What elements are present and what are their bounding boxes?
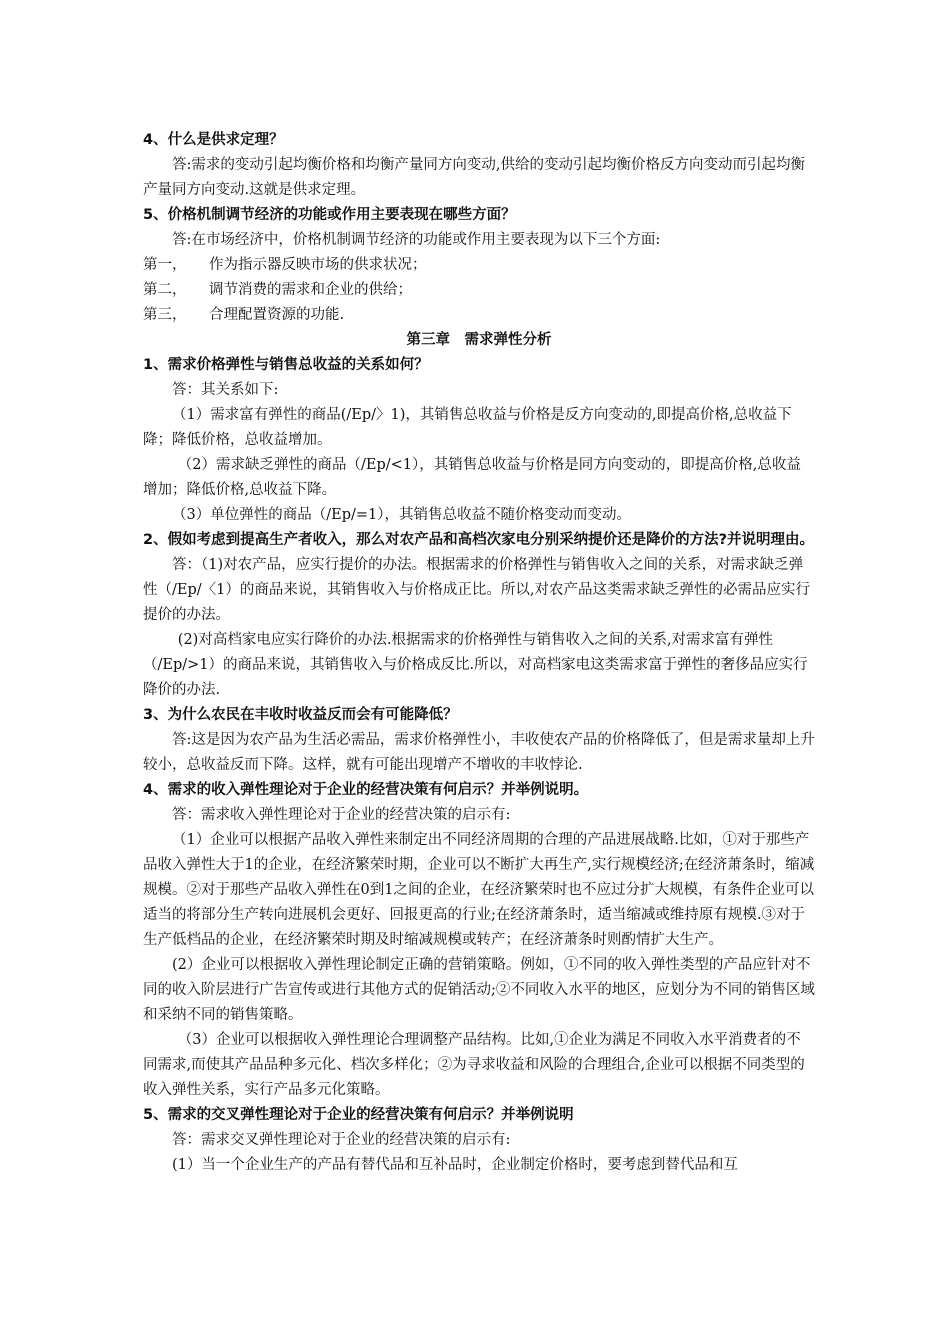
question-heading: 3、为什么农民在丰收时收益反而会有可能降低？ bbox=[143, 707, 458, 723]
answer-paragraph: 答：需求交叉弹性理论对于企业的经营决策的启示有: bbox=[172, 1132, 511, 1148]
question-heading: 1、需求价格弹性与销售总收益的关系如何？ bbox=[143, 357, 429, 373]
answer-paragraph: 答：需求收入弹性理论对于企业的经营决策的启示有: bbox=[172, 807, 511, 823]
list-item-label: 第三， bbox=[143, 307, 187, 323]
question-heading: 2、假如考虑到提高生产者收入，那么对农产品和高档次家电分别采纳提价还是降价的方法?并说明理由。 bbox=[143, 532, 814, 548]
list-item-label: 第二， bbox=[143, 282, 187, 298]
answer-paragraph: （3）企业可以根据收入弹性理论合理调整产品结构。比如,①企业为满足不同收入水平消费者的不同需求,而使其产品品种多元化、档次多样化；②为寻求收益和风险的合理组合,企业可以根据不同类型的收入弹性关系，实行产品多元化策略。 bbox=[143, 1032, 805, 1098]
answer-paragraph: （1）企业可以根据产品收入弹性来制定出不同经济周期的合理的产品进展战略.比如，①对于那些产品收入弹性大于1的企业，在经济繁荣时期，企业可以不断扩大再生产,实行规模经济;在经济萧条时，缩减规模。②对于那些产品收入弹性在0到1之间的企业，在经济繁荣时也不应过分扩大规模，有条件企业可以适当的将部分生产转向进展机会更好、回报更高的行业;在经济萧条时，适当缩减或维持原有规模.③对于生产低档品的企业，在经济繁荣时期及时缩减规模或转产；在经济萧条时则酌情扩大生产。 bbox=[143, 832, 815, 948]
question-heading: 5、价格机制调节经济的功能或作用主要表现在哪些方面？ bbox=[143, 207, 516, 223]
answer-paragraph: （2）需求缺乏弹性的商品（/Ep/<1），其销售总收益与价格是同方向变动的，即提高价格,总收益增加；降低价格,总收益下降。 bbox=[143, 457, 801, 498]
list-item-label: 第一， bbox=[143, 257, 187, 273]
list-item-text: 调节消费的需求和企业的供给； bbox=[209, 282, 412, 298]
chapter-title: 第三章 需求弹性分析 bbox=[406, 332, 552, 348]
list-item-text: 合理配置资源的功能. bbox=[209, 307, 345, 323]
answer-paragraph: （3）单位弹性的商品（/Ep/=1），其销售总收益不随价格变动而变动。 bbox=[172, 507, 631, 523]
list-item bbox=[143, 303, 815, 328]
answer-paragraph: （1）需求富有弹性的商品(/Ep/〉1)，其销售总收益与价格是反方向变动的,即提高价格,总收益下降；降低价格，总收益增加。 bbox=[143, 407, 792, 448]
list-item-text: 作为指示器反映市场的供求状况； bbox=[209, 257, 427, 273]
answer-paragraph: (1）当一个企业生产的产品有替代品和互补品时，企业制定价格时，要考虑到替代品和互 bbox=[172, 1157, 738, 1173]
answer-paragraph: 答：其关系如下: bbox=[172, 382, 279, 398]
question-heading: 4、什么是供求定理？ bbox=[143, 132, 284, 148]
answer-paragraph: (2）企业可以根据收入弹性理论制定正确的营销策略。例如，①不同的收入弹性类型的产品应针对不同的收入阶层进行广告宣传或进行其他方式的促销活动;②不同收入水平的地区，应划分为不同的销售区域和采纳不同的销售策略。 bbox=[143, 957, 815, 1023]
answer-paragraph: 答:在市场经济中，价格机制调节经济的功能或作用主要表现为以下三个方面: bbox=[172, 232, 661, 248]
list-item bbox=[143, 253, 815, 278]
question-heading: 4、需求的收入弹性理论对于企业的经营决策有何启示？并举例说明。 bbox=[143, 782, 589, 798]
document-body bbox=[143, 128, 815, 1178]
answer-paragraph: 答：（1)对农产品，应实行提价的办法。根据需求的价格弹性与销售收入之间的关系，对需求缺乏弹性（/Ep/〈1）的商品来说，其销售收入与价格成正比。所以,对农产品这类需求缺乏弹性的必需品应实行提价的办法。 bbox=[143, 557, 810, 623]
list-item bbox=[143, 278, 815, 303]
answer-paragraph: 答:需求的变动引起均衡价格和均衡产量同方向变动,供给的变动引起均衡价格反方向变动而引起均衡产量同方向变动.这就是供求定理。 bbox=[143, 157, 805, 198]
answer-paragraph: 答:这是因为农产品为生活必需品，需求价格弹性小，丰收使农产品的价格降低了，但是需求量却上升较小，总收益反而下降。这样，就有可能出现增产不增收的丰收悖论. bbox=[143, 732, 815, 773]
answer-paragraph: (2)对高档家电应实行降价的办法.根据需求的价格弹性与销售收入之间的关系,对需求富有弹性（/Ep/>1）的商品来说，其销售收入与价格成反比.所以，对高档家电这类需求富于弹性的奢侈品应实行降价的办法. bbox=[143, 632, 808, 698]
question-heading: 5、需求的交叉弹性理论对于企业的经营决策有何启示？并举例说明 bbox=[143, 1107, 574, 1123]
